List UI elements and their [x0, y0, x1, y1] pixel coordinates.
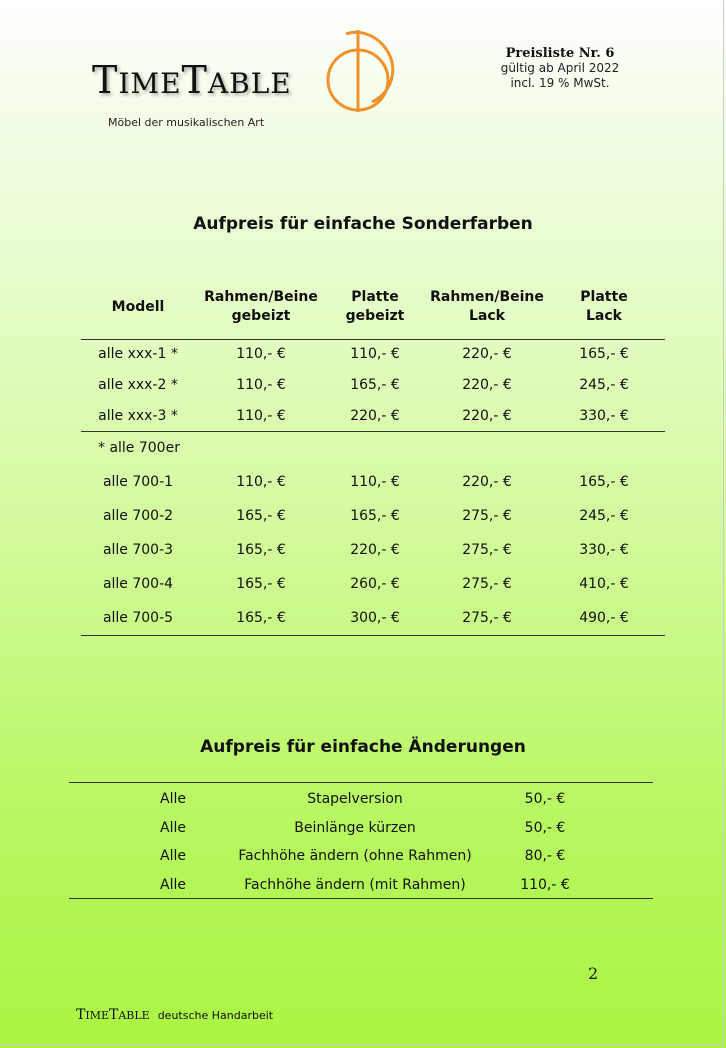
header-rule — [81, 339, 665, 340]
price-list-title: Preisliste Nr. 6 — [505, 46, 615, 61]
model-cell: alle xxx-3 * — [98, 408, 178, 424]
price-cell: 275,- € — [462, 542, 512, 558]
price-cell: 165,- € — [579, 346, 629, 362]
price-cell: 330,- € — [579, 542, 629, 558]
note-700-series: * alle 700er — [98, 440, 180, 456]
section-title-changes: Aufpreis für einfache Änderungen — [200, 737, 526, 757]
model-cell: alle xxx-2 * — [98, 377, 178, 393]
price-cell: 165,- € — [579, 474, 629, 490]
price-cell: 220,- € — [350, 542, 400, 558]
price-cell: 275,- € — [462, 576, 512, 592]
price-cell: 220,- € — [350, 408, 400, 424]
price-list-valid: gültig ab April 2022 — [500, 61, 620, 75]
footer-subtitle: deutsche Handarbeit — [157, 1009, 274, 1022]
price-cell: 165,- € — [350, 377, 400, 393]
price-cell: 165,- € — [350, 508, 400, 524]
emblem-logo-icon — [318, 22, 402, 114]
price-cell: 110,- € — [236, 377, 286, 393]
price-cell: 275,- € — [462, 508, 512, 524]
model-cell: alle 700-3 — [102, 542, 174, 558]
price-list-vat: incl. 19 % MwSt. — [510, 76, 610, 90]
logo-wordmark: TIMETABLE — [92, 58, 292, 102]
model-cell: alle 700-2 — [102, 508, 174, 524]
model-cell: alle 700-4 — [102, 576, 174, 592]
price-cell: 410,- € — [579, 576, 629, 592]
model-cell: alle 700-1 — [102, 474, 174, 490]
tagline: Möbel der musikalischen Art — [108, 116, 265, 129]
scope-cell: Alle — [160, 791, 186, 807]
price-cell: 50,- € — [524, 791, 566, 807]
column-header — [68, 298, 208, 317]
price-cell: 330,- € — [579, 408, 629, 424]
price-cell: 220,- € — [462, 377, 512, 393]
price-cell: 220,- € — [462, 408, 512, 424]
changes-bottom-rule — [69, 898, 653, 899]
price-cell: 490,- € — [579, 610, 629, 626]
column-header-line: Platte — [351, 289, 399, 305]
column-header — [534, 288, 674, 326]
change-cell: Beinlänge kürzen — [294, 820, 416, 836]
price-cell: 50,- € — [524, 820, 566, 836]
price-cell: 220,- € — [462, 474, 512, 490]
price-cell: 110,- € — [350, 346, 400, 362]
group-rule — [81, 431, 665, 432]
column-header-line: Lack — [586, 308, 622, 324]
price-cell: 220,- € — [462, 346, 512, 362]
price-cell: 245,- € — [579, 377, 629, 393]
section-title-colors: Aufpreis für einfache Sonderfarben — [193, 214, 533, 234]
price-cell: 165,- € — [236, 610, 286, 626]
changes-top-rule — [69, 782, 653, 783]
column-header-line: Rahmen/Beine — [204, 289, 318, 305]
page-number: 2 — [588, 964, 599, 983]
column-header-line: Lack — [469, 308, 505, 324]
table-bottom-rule — [81, 635, 665, 636]
price-cell: 165,- € — [236, 576, 286, 592]
price-cell: 110,- € — [520, 877, 570, 893]
scope-cell: Alle — [160, 848, 186, 864]
column-header-line: gebeizt — [345, 308, 405, 324]
price-cell: 110,- € — [350, 474, 400, 490]
column-header-line: Modell — [111, 299, 165, 315]
price-cell: 260,- € — [350, 576, 400, 592]
column-header-line: Rahmen/Beine — [430, 289, 544, 305]
scope-cell: Alle — [160, 877, 186, 893]
model-cell: alle 700-5 — [102, 610, 174, 626]
footer-brand: TIMETABLE deutsche Handarbeit — [76, 1007, 274, 1023]
price-cell: 110,- € — [236, 474, 286, 490]
price-cell: 110,- € — [236, 346, 286, 362]
price-cell: 165,- € — [236, 542, 286, 558]
column-header-line: Platte — [580, 289, 628, 305]
scope-cell: Alle — [160, 820, 186, 836]
change-cell: Fachhöhe ändern (mit Rahmen) — [244, 877, 466, 893]
price-cell: 245,- € — [579, 508, 629, 524]
price-cell: 300,- € — [350, 610, 400, 626]
price-list-info — [480, 46, 640, 91]
change-cell: Stapelversion — [307, 791, 403, 807]
price-cell: 110,- € — [236, 408, 286, 424]
price-cell: 165,- € — [236, 508, 286, 524]
column-header-line: gebeizt — [231, 308, 291, 324]
change-cell: Fachhöhe ändern (ohne Rahmen) — [238, 848, 472, 864]
price-cell: 80,- € — [524, 848, 566, 864]
model-cell: alle xxx-1 * — [98, 346, 178, 362]
price-cell: 275,- € — [462, 610, 512, 626]
